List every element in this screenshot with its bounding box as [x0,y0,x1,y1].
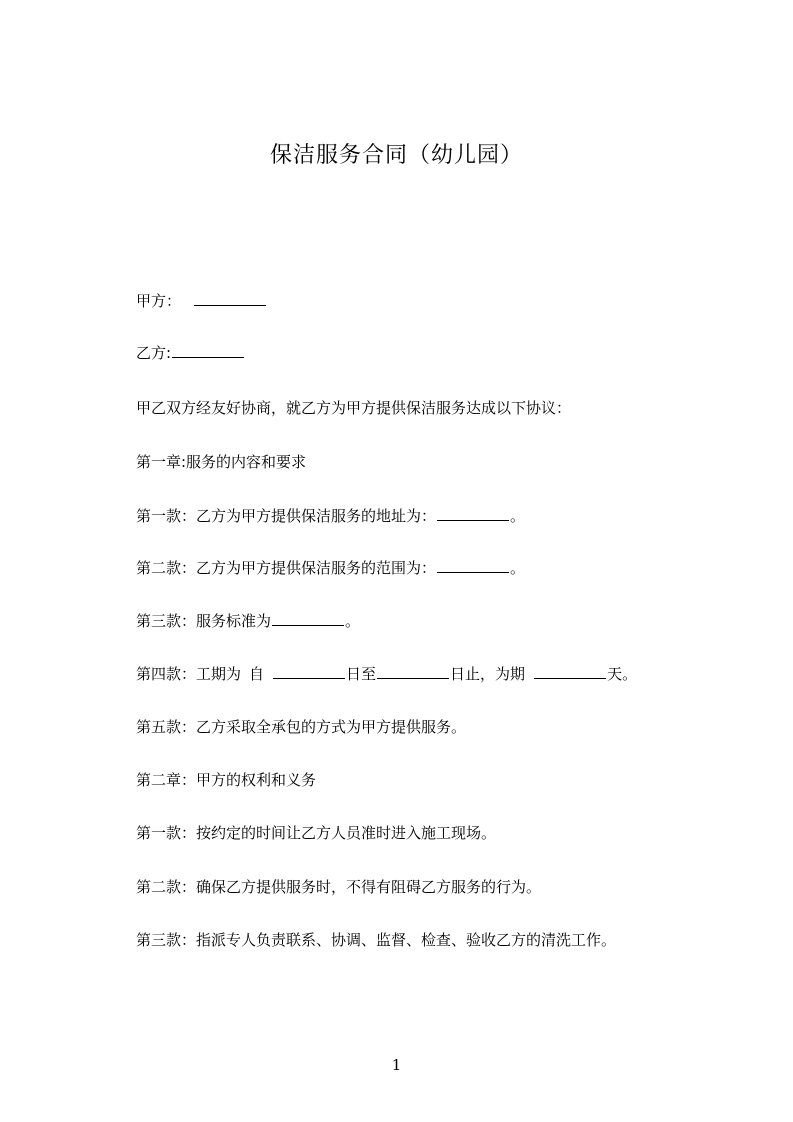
chapter-2-heading: 第二章：甲方的权利和义务 [136,771,317,789]
party-b-blank [172,343,244,358]
address-blank [437,506,509,521]
chapter-1-clause-1 [136,505,525,527]
chapter-1-clause-3 [136,610,360,632]
clause-period: 。 [510,559,526,577]
intro-paragraph: 甲乙双方经友好协商，就乙方为甲方提供保洁服务达成以下协议： [136,399,572,417]
chapter-1-clause-5: 第五款：乙方采取全承包的方式为甲方提供服务。 [136,718,467,736]
clause-period: 。 [510,507,526,525]
party-a-line [136,290,267,312]
party-a-blank [194,291,266,306]
chapter-2-clause-3: 第三款：指派专人负责联系、协调、监督、检查、验收乙方的清洗工作。 [136,931,617,949]
party-b-label: 乙方: [136,344,172,362]
end-date-blank [377,664,449,679]
clause-text: 第四款：工期为 [136,665,242,683]
chapter-1-heading: 第一章:服务的内容和要求 [136,453,307,471]
start-date-blank [273,664,345,679]
party-b-line [136,342,245,364]
standard-blank [272,611,344,626]
clause-text: 第三款：服务标准为 [136,612,272,630]
chapter-2-clause-1: 第一款：按约定的时间让乙方人员准时进入施工现场。 [136,824,497,842]
chapter-2-clause-2: 第二款：确保乙方提供服务时，不得有阻碍乙方服务的行为。 [136,878,542,896]
page-number: 1 [391,1056,402,1074]
clause-text: 自 [249,665,265,683]
clause-text: 日止，为期 [450,665,526,683]
party-a-label: 甲方： [136,292,182,310]
duration-blank [534,664,606,679]
clause-period: 。 [345,612,361,630]
document-title: 保洁服务合同（幼儿园） [269,143,523,168]
scope-blank [437,558,509,573]
chapter-1-clause-2 [136,557,525,579]
chapter-1-clause-4 [136,663,637,685]
clause-text: 第一款：乙方为甲方提供保洁服务的地址为： [136,507,437,525]
clause-text: 天。 [607,665,638,683]
clause-text: 第二款：乙方为甲方提供保洁服务的范围为： [136,559,437,577]
clause-text: 日至 [346,665,377,683]
